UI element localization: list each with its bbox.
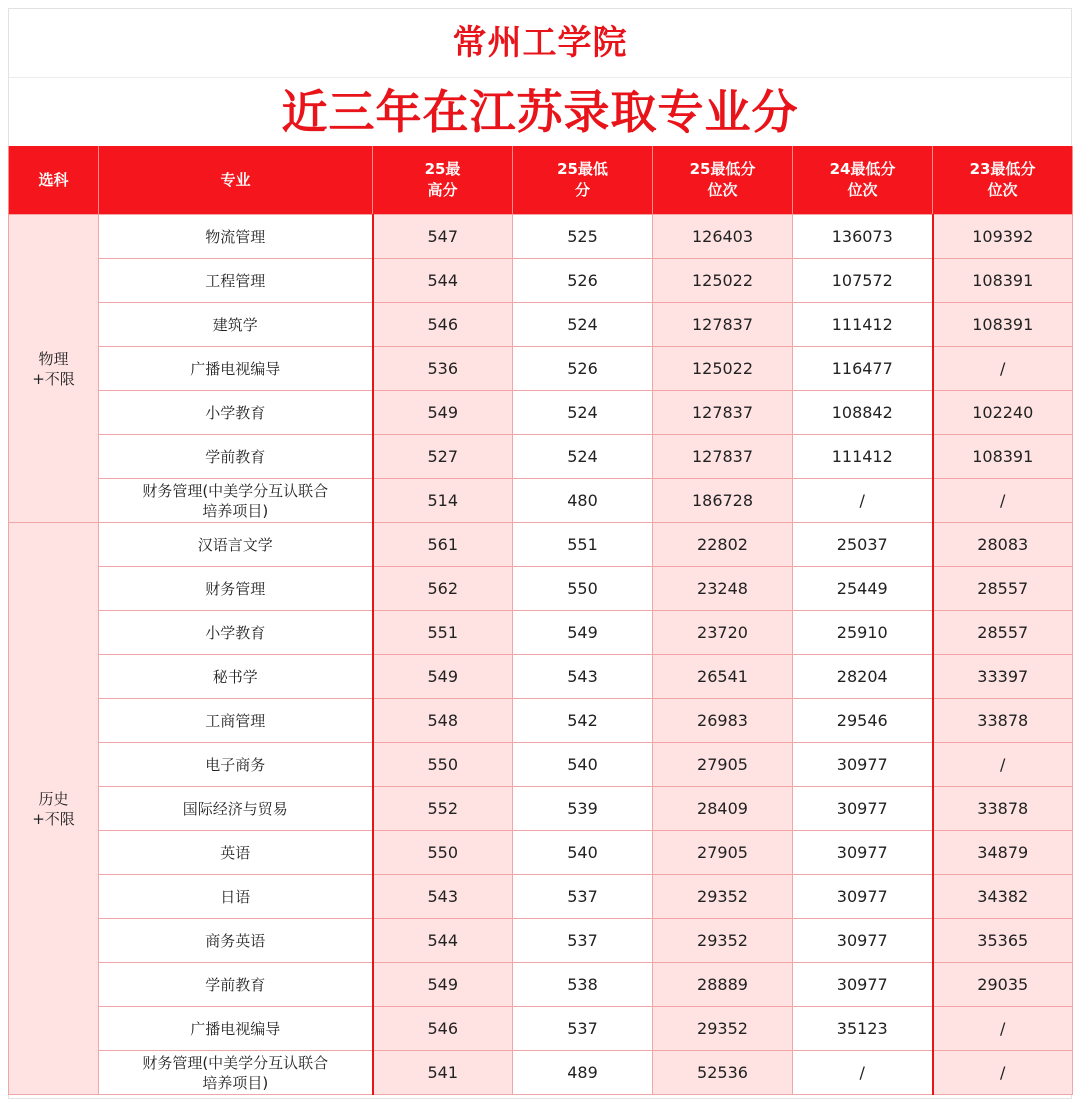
cell-rank24: 30977	[793, 875, 933, 919]
cell-rank24: 107572	[793, 259, 933, 303]
cell-rank23: 108391	[933, 435, 1073, 479]
cell-rank24: 116477	[793, 347, 933, 391]
cell-rank24: 30977	[793, 743, 933, 787]
cell-major: 财务管理	[99, 567, 373, 611]
cell-rank23: 28083	[933, 523, 1073, 567]
table-row	[9, 963, 1073, 1007]
table-subtitle: 近三年在江苏录取专业分	[281, 85, 799, 139]
cell-max25: 536	[373, 347, 513, 391]
table-row	[9, 611, 1073, 655]
cell-min25: 489	[513, 1051, 653, 1095]
cell-major: 物流管理	[99, 215, 373, 259]
cell-major: 学前教育	[99, 963, 373, 1007]
cell-rank25: 29352	[653, 1007, 793, 1051]
cell-rank23: 108391	[933, 303, 1073, 347]
cell-rank24: 136073	[793, 215, 933, 259]
cell-max25: 546	[373, 1007, 513, 1051]
cell-min25: 540	[513, 831, 653, 875]
cell-rank25: 125022	[653, 259, 793, 303]
cell-rank25: 23720	[653, 611, 793, 655]
cell-min25: 537	[513, 875, 653, 919]
cell-min25: 526	[513, 259, 653, 303]
header-rank24-line2: 位次	[847, 181, 878, 199]
table-row	[9, 303, 1073, 347]
header-rank24	[793, 146, 933, 215]
cell-rank25: 27905	[653, 831, 793, 875]
table-row	[9, 567, 1073, 611]
cell-rank23: 29035	[933, 963, 1073, 1007]
major-line1: 财务管理(中美学分互认联合	[142, 1053, 329, 1072]
subject-line2: +不限	[32, 369, 75, 388]
header-rank23	[933, 146, 1073, 215]
cell-rank23: /	[933, 347, 1073, 391]
subject-line1: 历史	[38, 789, 69, 808]
cell-min25: 524	[513, 391, 653, 435]
table-row	[9, 875, 1073, 919]
cell-rank24: 25449	[793, 567, 933, 611]
table-row	[9, 919, 1073, 963]
table-row	[9, 347, 1073, 391]
cell-major: 秘书学	[99, 655, 373, 699]
cell-min25: 524	[513, 435, 653, 479]
cell-major: 英语	[99, 831, 373, 875]
cell-rank24: 35123	[793, 1007, 933, 1051]
cell-min25: 537	[513, 919, 653, 963]
cell-min25: 480	[513, 479, 653, 523]
cell-major: 广播电视编导	[99, 1007, 373, 1051]
cell-rank24: 30977	[793, 963, 933, 1007]
cell-rank25: 26983	[653, 699, 793, 743]
table-row	[9, 1051, 1073, 1095]
header-rank23-line1: 23最低分	[969, 160, 1036, 178]
table-row	[9, 391, 1073, 435]
table-row	[9, 1007, 1073, 1051]
table-body	[9, 215, 1073, 1095]
cell-rank25: 23248	[653, 567, 793, 611]
cell-major	[99, 479, 373, 523]
major-line2: 培养项目)	[202, 501, 269, 520]
cell-max25: 546	[373, 303, 513, 347]
cell-rank24: 111412	[793, 303, 933, 347]
cell-max25: 547	[373, 215, 513, 259]
cell-max25: 541	[373, 1051, 513, 1095]
cell-rank24: 28204	[793, 655, 933, 699]
table-row	[9, 259, 1073, 303]
cell-max25: 544	[373, 919, 513, 963]
header-major: 专业	[99, 146, 373, 215]
cell-min25: 525	[513, 215, 653, 259]
cell-rank25: 125022	[653, 347, 793, 391]
cell-min25: 524	[513, 303, 653, 347]
header-min25-line2: 分	[574, 181, 590, 199]
cell-rank25: 29352	[653, 875, 793, 919]
cell-rank23: /	[933, 479, 1073, 523]
cell-rank24: 25037	[793, 523, 933, 567]
cell-rank25: 127837	[653, 391, 793, 435]
cell-rank24: 25910	[793, 611, 933, 655]
cell-rank25: 28889	[653, 963, 793, 1007]
cell-max25: 527	[373, 435, 513, 479]
cell-min25: 540	[513, 743, 653, 787]
cell-max25: 551	[373, 611, 513, 655]
cell-min25: 551	[513, 523, 653, 567]
cell-rank24: 108842	[793, 391, 933, 435]
cell-max25: 561	[373, 523, 513, 567]
cell-rank24: 30977	[793, 787, 933, 831]
header-max25-line2: 高分	[427, 181, 458, 199]
table-row	[9, 435, 1073, 479]
cell-rank25: 127837	[653, 435, 793, 479]
header-rank23-line2: 位次	[987, 181, 1018, 199]
cell-rank23: 28557	[933, 611, 1073, 655]
cell-major: 学前教育	[99, 435, 373, 479]
cell-rank25: 186728	[653, 479, 793, 523]
table-row	[9, 699, 1073, 743]
cell-rank23: 33878	[933, 787, 1073, 831]
cell-max25: 550	[373, 831, 513, 875]
cell-rank23: /	[933, 1051, 1073, 1095]
cell-rank23: 33878	[933, 699, 1073, 743]
cell-rank23: 34879	[933, 831, 1073, 875]
cell-max25: 549	[373, 655, 513, 699]
cell-major	[99, 1051, 373, 1095]
cell-rank25: 127837	[653, 303, 793, 347]
cell-rank23: 33397	[933, 655, 1073, 699]
cell-max25: 552	[373, 787, 513, 831]
header-rank25	[653, 146, 793, 215]
header-row	[9, 146, 1073, 215]
cell-major: 建筑学	[99, 303, 373, 347]
header-rank25-line2: 位次	[707, 181, 738, 199]
header-subject: 选科	[9, 146, 99, 215]
school-title: 常州工学院	[9, 9, 1071, 78]
cell-rank24: /	[793, 479, 933, 523]
cell-major: 工商管理	[99, 699, 373, 743]
table-row	[9, 787, 1073, 831]
cell-max25: 543	[373, 875, 513, 919]
admission-sheet	[8, 8, 1072, 1099]
cell-max25: 514	[373, 479, 513, 523]
cell-max25: 548	[373, 699, 513, 743]
cell-min25: 549	[513, 611, 653, 655]
cell-rank24: /	[793, 1051, 933, 1095]
table-row	[9, 743, 1073, 787]
cell-rank25: 126403	[653, 215, 793, 259]
table-row	[9, 523, 1073, 567]
subject-line2: +不限	[32, 809, 75, 828]
table-row	[9, 655, 1073, 699]
cell-max25: 549	[373, 391, 513, 435]
cell-min25: 538	[513, 963, 653, 1007]
cell-major: 小学教育	[99, 391, 373, 435]
header-max25	[373, 146, 513, 215]
cell-rank25: 29352	[653, 919, 793, 963]
cell-min25: 539	[513, 787, 653, 831]
header-min25	[513, 146, 653, 215]
cell-max25: 544	[373, 259, 513, 303]
cell-rank24: 30977	[793, 919, 933, 963]
cell-rank25: 22802	[653, 523, 793, 567]
cell-rank23: 28557	[933, 567, 1073, 611]
cell-rank23: /	[933, 1007, 1073, 1051]
header-rank24-line1: 24最低分	[829, 160, 896, 178]
cell-rank23: /	[933, 743, 1073, 787]
cell-rank23: 34382	[933, 875, 1073, 919]
header-rank25-line1: 25最低分	[689, 160, 756, 178]
cell-major: 小学教育	[99, 611, 373, 655]
cell-min25: 542	[513, 699, 653, 743]
header-min25-line1: 25最低	[557, 160, 608, 178]
cell-major: 商务英语	[99, 919, 373, 963]
cell-major: 广播电视编导	[99, 347, 373, 391]
cell-min25: 543	[513, 655, 653, 699]
cell-rank23: 102240	[933, 391, 1073, 435]
subject-group-cell	[9, 523, 99, 1095]
cell-rank25: 27905	[653, 743, 793, 787]
major-line1: 财务管理(中美学分互认联合	[142, 481, 329, 500]
cell-min25: 526	[513, 347, 653, 391]
cell-min25: 537	[513, 1007, 653, 1051]
cell-max25: 549	[373, 963, 513, 1007]
cell-max25: 562	[373, 567, 513, 611]
admission-table	[8, 146, 1073, 1095]
cell-rank25: 26541	[653, 655, 793, 699]
header-max25-line1: 25最	[424, 160, 461, 178]
cell-rank23: 108391	[933, 259, 1073, 303]
cell-rank23: 35365	[933, 919, 1073, 963]
cell-major: 工程管理	[99, 259, 373, 303]
subject-group-cell	[9, 215, 99, 523]
cell-rank25: 28409	[653, 787, 793, 831]
cell-rank23: 109392	[933, 215, 1073, 259]
cell-min25: 550	[513, 567, 653, 611]
cell-rank24: 29546	[793, 699, 933, 743]
cell-major: 日语	[99, 875, 373, 919]
cell-rank24: 30977	[793, 831, 933, 875]
cell-rank24: 111412	[793, 435, 933, 479]
table-row	[9, 215, 1073, 259]
table-row	[9, 831, 1073, 875]
cell-major: 电子商务	[99, 743, 373, 787]
cell-major: 国际经济与贸易	[99, 787, 373, 831]
major-line2: 培养项目)	[202, 1073, 269, 1092]
table-row	[9, 479, 1073, 523]
cell-max25: 550	[373, 743, 513, 787]
subject-line1: 物理	[38, 349, 69, 368]
cell-major: 汉语言文学	[99, 523, 373, 567]
cell-rank25: 52536	[653, 1051, 793, 1095]
